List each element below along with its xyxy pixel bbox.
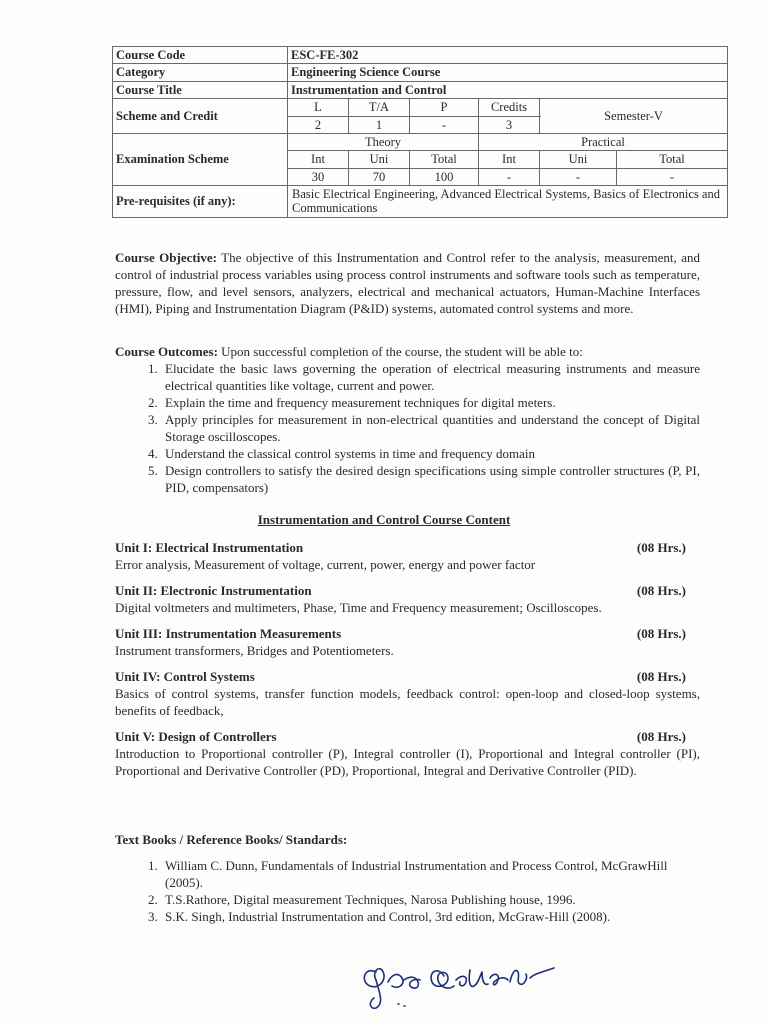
- theory-header: Theory: [288, 133, 479, 150]
- table-row: [113, 186, 728, 218]
- list-item: 3. Apply principles for measurement in non-electrical quantities and understand the concept of Digital Storage oscilloscopes.: [161, 411, 700, 445]
- exam-header: Total: [617, 151, 728, 168]
- unit-section: [115, 728, 700, 779]
- scheme-value-l: 2: [288, 116, 349, 133]
- exam-header: Uni: [349, 151, 410, 168]
- table-row: [113, 133, 728, 150]
- exam-header: Int: [288, 151, 349, 168]
- scheme-header-p: P: [410, 99, 479, 116]
- unit-hours: (08 Hrs.): [636, 583, 686, 598]
- unit-title: Unit IV: Control Systems: [115, 669, 255, 684]
- scheme-value-ta: 1: [349, 116, 410, 133]
- exam-scheme-label: Examination Scheme: [113, 133, 288, 185]
- scheme-value-p: -: [410, 116, 479, 133]
- table-row: [113, 64, 728, 81]
- exam-value: 100: [410, 168, 479, 185]
- table-row: [113, 99, 728, 116]
- books-section: [115, 857, 700, 925]
- unit-section: [115, 582, 700, 616]
- unit-body: Basics of control systems, transfer function models, feedback control: open-loop and closed-loop systems, benefits of feedback,: [115, 686, 700, 718]
- exam-value: 70: [349, 168, 410, 185]
- course-title-value: Instrumentation and Control: [288, 81, 728, 98]
- course-title-label: Course Title: [113, 81, 288, 98]
- course-code-label: Course Code: [113, 47, 288, 64]
- unit-title: Unit V: Design of Controllers: [115, 729, 277, 744]
- unit-hours: (08 Hrs.): [636, 729, 686, 744]
- category-value: Engineering Science Course: [288, 64, 728, 81]
- exam-header: Total: [410, 151, 479, 168]
- outcomes-label: Course Outcomes:: [115, 344, 218, 359]
- exam-value: -: [479, 168, 540, 185]
- scheme-header-credits: Credits: [479, 99, 540, 116]
- scheme-label: Scheme and Credit: [113, 99, 288, 134]
- prereq-value: Basic Electrical Engineering, Advanced Electrical Systems, Basics of Electronics and Communications: [288, 186, 728, 218]
- exam-value: -: [617, 168, 728, 185]
- unit-body: Error analysis, Measurement of voltage, current, power, energy and power factor: [115, 557, 536, 572]
- course-objective: [115, 249, 700, 317]
- unit-title: Unit I: Electrical Instrumentation: [115, 540, 304, 555]
- semester-cell: Semester-V: [540, 99, 728, 134]
- exam-header: Uni: [540, 151, 617, 168]
- table-row: [113, 81, 728, 98]
- list-item: 2. Explain the time and frequency measurement techniques for digital meters.: [161, 394, 700, 411]
- unit-hours: (08 Hrs.): [636, 669, 686, 684]
- scheme-header-l: L: [288, 99, 349, 116]
- outcomes-list: [115, 360, 700, 496]
- handwritten-signature-icon: [358, 942, 578, 1012]
- exam-value: -: [540, 168, 617, 185]
- unit-hours: (08 Hrs.): [636, 626, 686, 641]
- list-item: 4. Understand the classical control systems in time and frequency domain: [161, 445, 700, 462]
- unit-section: [115, 625, 700, 659]
- list-item: 2. T.S.Rathore, Digital measurement Techniques, Narosa Publishing house, 1996.: [161, 891, 700, 908]
- outcomes-intro: Upon successful completion of the course, the student will be able to:: [217, 344, 583, 359]
- books-title: Text Books / Reference Books/ Standards:: [115, 832, 348, 847]
- books-list: [115, 857, 700, 925]
- unit-body: Instrument transformers, Bridges and Potentiometers.: [115, 643, 394, 658]
- prereq-label: Pre-requisites (if any):: [113, 186, 288, 218]
- category-label: Category: [113, 64, 288, 81]
- objective-text: The objective of this Instrumentation and Control refer to the analysis, measurement, and control of industrial process variables using process control instruments and software tools such as temperature, pressure, flow, and level sensors, analyzers, electrical and mechanical actuators, Human-Machine Interfaces (HMI), Piping and Instrumentation Diagram (P&ID) systems, automated control systems and more.: [115, 250, 700, 316]
- content-title: Instrumentation and Control Course Content: [257, 512, 511, 527]
- unit-title: Unit III: Instrumentation Measurements: [115, 626, 342, 641]
- exam-value: 30: [288, 168, 349, 185]
- list-item: 5. Design controllers to satisfy the desired design specifications using simple controller structures (P, PI, PID, compensators): [161, 462, 700, 496]
- practical-header: Practical: [479, 133, 728, 150]
- exam-header: Int: [479, 151, 540, 168]
- objective-label: Course Objective:: [115, 250, 217, 265]
- list-item: 3. S.K. Singh, Industrial Instrumentation and Control, 3rd edition, McGraw-Hill (2008).: [161, 908, 700, 925]
- unit-section: [115, 539, 700, 573]
- unit-hours: (08 Hrs.): [636, 540, 686, 555]
- unit-body: Digital voltmeters and multimeters, Phase, Time and Frequency measurement; Oscilloscopes.: [115, 600, 602, 615]
- scheme-header-ta: T/A: [349, 99, 410, 116]
- course-info-table: [112, 46, 728, 218]
- course-code-value: ESC-FE-302: [288, 47, 728, 64]
- list-item: 1. Elucidate the basic laws governing the operation of electrical measuring instruments and measure electrical quantities like voltage, current and power.: [161, 360, 700, 394]
- scheme-value-credits: 3: [479, 116, 540, 133]
- unit-section: [115, 668, 700, 719]
- unit-body: Introduction to Proportional controller (P), Integral controller (I), Proportional and Integral controller (PI), Proportional and Derivative Controller (PD), Proportional, Integral and Derivative Controller (PID).: [115, 746, 700, 778]
- course-outcomes: [115, 343, 700, 496]
- table-row: [113, 47, 728, 64]
- list-item: 1. William C. Dunn, Fundamentals of Industrial Instrumentation and Process Control, McGrawHill (2005).: [161, 857, 700, 891]
- unit-title: Unit II: Electronic Instrumentation: [115, 583, 312, 598]
